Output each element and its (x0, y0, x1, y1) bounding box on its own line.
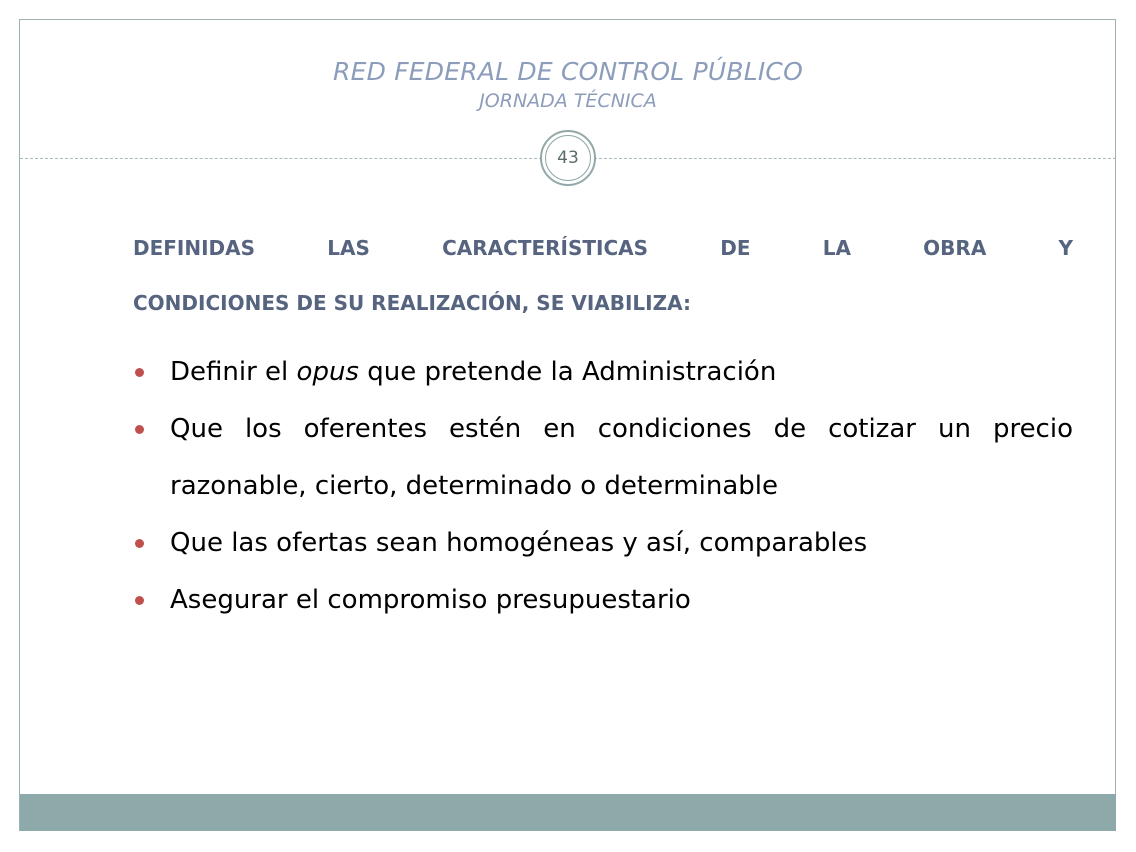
bullet-dot-icon (135, 425, 144, 434)
bullet-item-compromiso (133, 572, 1073, 629)
bullet-dot-icon (135, 368, 144, 377)
bullet-text (170, 357, 776, 387)
bullet-dot-icon (135, 539, 144, 548)
bullet-text: Asegurar el compromiso presupuestario (170, 585, 691, 615)
bullet-text-before: Definir el (170, 357, 297, 387)
bullet-item-oferentes (133, 401, 1073, 515)
bullet-text-italic: opus (296, 357, 359, 387)
bullet-text: Que las ofertas sean homogéneas y así, comparables (170, 528, 868, 558)
footer-band (20, 794, 1116, 831)
bullet-list (133, 344, 1073, 629)
bullet-text-after: que pretende la Administración (358, 357, 777, 387)
page-number: 43 (545, 135, 591, 181)
header-subtitle: JORNADA TÉCNICA (479, 90, 657, 112)
page-number-badge (540, 130, 596, 186)
slide-heading (133, 221, 1073, 331)
bullet-text: Que los oferentes estén en condiciones de cotizar un precio razonable, cierto, determinado o determinable (170, 414, 1073, 501)
bullet-item-opus (133, 344, 1073, 401)
bullet-dot-icon (135, 596, 144, 605)
bullet-item-ofertas (133, 515, 1073, 572)
header-title: RED FEDERAL DE CONTROL PÚBLICO (333, 57, 803, 86)
slide-heading-line-1: DEFINIDAS LAS CARACTERÍSTICAS DE LA OBRA Y (133, 236, 1073, 260)
slide-heading-line-2: CONDICIONES DE SU REALIZACIÓN, SE VIABILIZA: (133, 291, 691, 315)
